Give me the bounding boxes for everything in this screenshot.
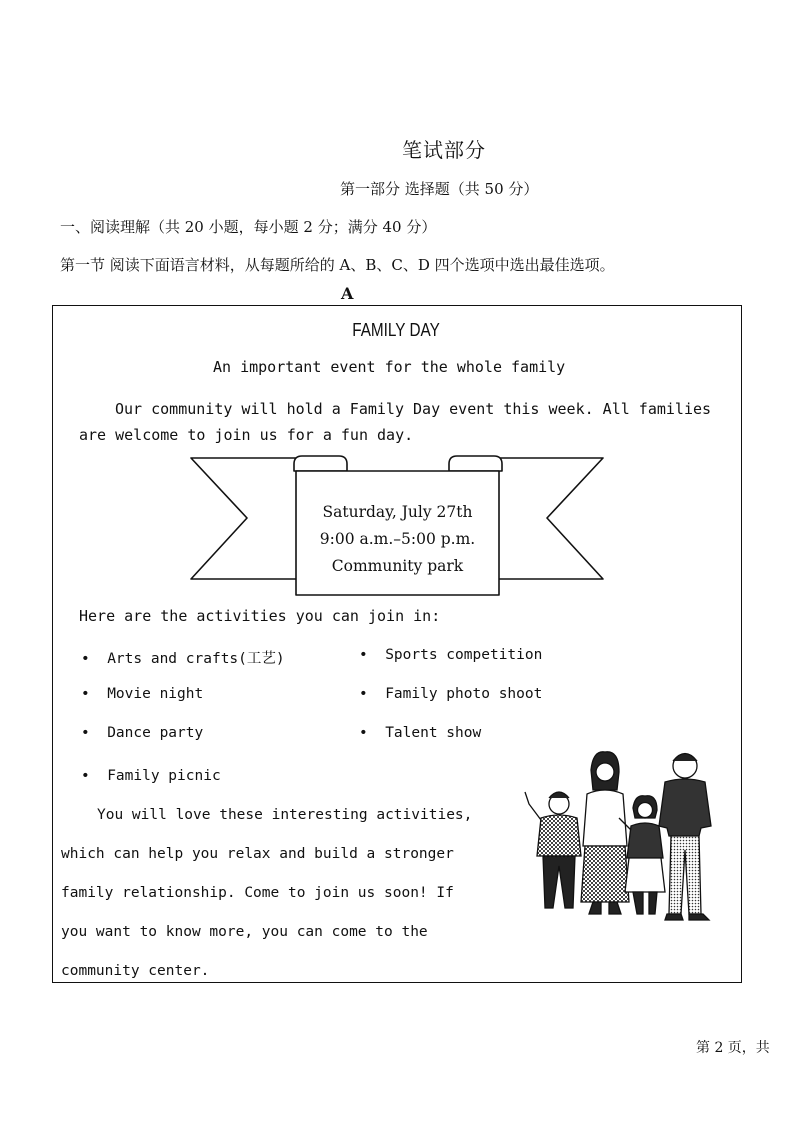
activity-item: • Dance party	[81, 725, 204, 741]
page-number: 第 2 页，共	[696, 1040, 770, 1056]
family-illustration	[523, 746, 723, 935]
intro-line-2: are welcome to join us for a fun day.	[79, 426, 414, 444]
subsection-instruction: 第一节 阅读下面语言材料，从每题所给的 A、B、C、D 四个选项中选出最佳选项。	[60, 256, 615, 274]
event-time: 9:00 a.m.–5:00 p.m.	[319, 530, 476, 548]
ribbon-shape	[189, 451, 609, 601]
intro-line-1: Our community will hold a Family Day event this week. All families	[115, 400, 712, 418]
activity-label: Talent show	[385, 725, 482, 741]
closing-line: You will love these interesting activities,	[97, 807, 473, 823]
passage-label: A	[341, 284, 354, 303]
activity-label: Family picnic	[107, 768, 221, 784]
notice-tagline: An important event for the whole family	[213, 358, 566, 376]
part-heading: 第一部分 选择题（共 50 分）	[340, 180, 539, 198]
activity-item: • Talent show	[359, 725, 482, 741]
activity-item: • Family picnic	[81, 768, 221, 784]
activities-intro: Here are the activities you can join in:	[79, 607, 441, 625]
activity-item: • Sports competition	[359, 647, 543, 663]
activity-label: Dance party	[107, 725, 204, 741]
closing-line: which can help you relax and build a stronger	[61, 846, 454, 862]
page-title: 笔试部分	[402, 138, 486, 162]
event-date: Saturday, July 27th	[322, 503, 473, 521]
activity-label: Sports competition	[385, 647, 543, 663]
activity-label: Movie night	[107, 686, 204, 702]
event-place: Community park	[331, 557, 464, 575]
family-drawing	[523, 746, 723, 931]
closing-line: family relationship. Come to join us soon! If	[61, 885, 454, 901]
section-heading: 一、阅读理解（共 20 小题，每小题 2 分；满分 40 分）	[60, 218, 437, 236]
activity-item: • Arts and crafts(工艺)	[81, 651, 285, 667]
notice-box	[52, 305, 742, 983]
activity-item: • Family photo shoot	[359, 686, 543, 702]
closing-line: you want to know more, you can come to the	[61, 924, 428, 940]
activity-label: Arts and crafts(工艺)	[107, 651, 285, 667]
activity-item: • Movie night	[81, 686, 204, 702]
notice-heading: FAMILY DAY	[352, 320, 440, 340]
closing-line: community center.	[61, 963, 210, 979]
activity-label: Family photo shoot	[385, 686, 543, 702]
event-banner	[189, 451, 609, 605]
